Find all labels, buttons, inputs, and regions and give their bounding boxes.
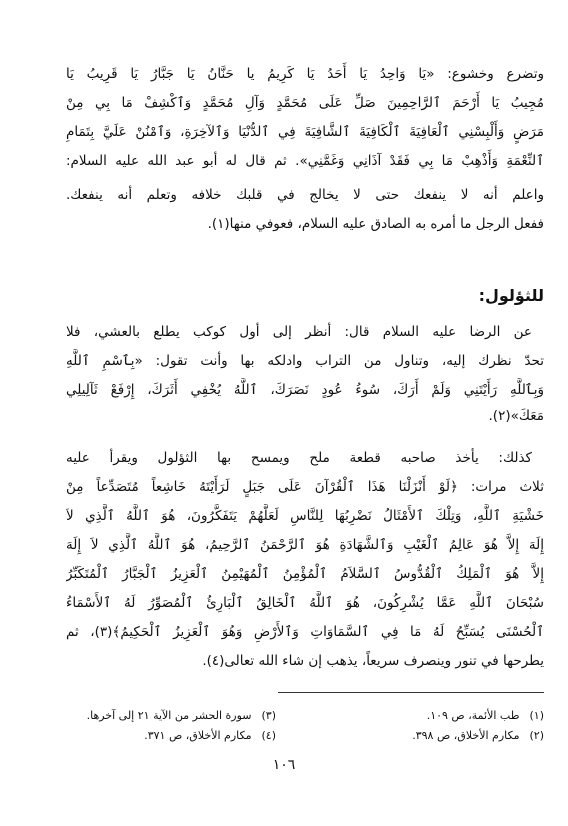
text-line: خَشْيَةِ ٱللَّهِ، وَتِلْكَ ٱلأَمْثَالُ نَضْرِبُهَا لِلنَّاسِ لَعَلَّهُمْ يَتَفَكَّرُونَ، هُوَ ٱللَّهُ ٱلَّذِي لاَ — [66, 508, 544, 524]
text-line: سُبْحَانَ ٱللَّهِ عَمَّا يُشْرِكُونَ، هُوَ ٱللَّهُ ٱلْخَالِقُ ٱلْبَارِئُ ٱلْمُصَوِّرُ لَهُ ٱلأَسْمَاءُ — [66, 595, 544, 611]
text-line: يطرحها في تنور وينصرف سريعاً، يذهب إن شاء الله تعالى(٤). — [202, 653, 544, 669]
text-line: إِلَهَ إِلاَّ هُوَ عَالِمُ ٱلْغَيْبِ وَٱلشَّهَادَةِ هُوَ ٱلرَّحْمَنُ ٱلرَّحِيمُ، هُوَ ٱللَّهُ ٱلَّذِي لاَ إِلَهَ — [66, 537, 544, 553]
text-line: ففعل الرجل ما أمره به الصادق عليه السلام، فعوفي منها(١). — [207, 216, 544, 232]
text-line: عن الرضا عليه السلام قال: أنظر إلى أول كوكب يطلع بالعشي، فلا — [66, 324, 532, 340]
text-line: مَرَضٍ وَأَلْبِسْنِي ٱلْعَافِيَةَ ٱلْكَافِيَةَ ٱلشَّافِيَةَ فِي ٱلدُّنْيَا وَٱلآخِرَةِ، وَٱمْنُنْ عَلَيَّ بِتَمَامِ — [66, 124, 544, 140]
text-line: وتضرع وخشوع: «يَا وَاحِدُ يَا أَحَدُ يَا كَرِيمُ يا حَنَّانُ يَا جَبَّارُ يَا قَرِيبُ يَا — [66, 66, 544, 82]
text-line: تحدّ نظرك إليه، وتناول من التراب وادلكه بها وأنت تقول: «بِٱسْمِ ٱللَّهِ — [66, 353, 544, 369]
footnote — [144, 728, 276, 744]
text-line: إِلاَّ هُوَ ٱلْمَلِكُ ٱلْقُدُّوسُ ٱلسَّلاَمُ ٱلْمُؤْمِنُ ٱلْمُهَيْمِنُ ٱلْعَزِيزُ ٱلْجَبَّارُ ٱلْمُتَكَبِّرُ — [66, 566, 544, 582]
page-number: ١٠٦ — [272, 757, 296, 773]
footnote-text: طب الأئمة، ص ١٠٩. — [426, 709, 520, 722]
footnote — [427, 708, 544, 724]
footnote — [412, 728, 544, 744]
footnote-number: (٤) — [261, 729, 276, 742]
text-line: كذلك: يأخذ صاحبه قطعة ملح ويمسح بها الثؤلول ويقرأ عليه — [66, 450, 532, 466]
section-heading: للثؤلول: — [478, 286, 544, 305]
footnote-separator — [278, 692, 544, 693]
text-line: مَعَكَ»(٢). — [488, 408, 544, 424]
footnote-text: مكارم الأخلاق، ص ٣٧١. — [144, 729, 252, 742]
text-line: واعلم أنه لا ينفعك حتى لا يخالج في قلبك خلافه وتعلم أنه ينفعك. — [66, 187, 544, 203]
footnote-text: سورة الحشر من الآية ٢١ إلى آخرها. — [86, 709, 252, 722]
footnote — [87, 708, 276, 724]
footnote-number: (١) — [529, 709, 544, 722]
text-line: ثلاث مرات: ﴿لَوْ أَنْزَلْنَا هَذَا ٱلْقُرْآنَ عَلَى جَبَلٍ لَرَأَيْتَهُ خَاشِعاً مُتَصَدِّعاً مِنْ — [66, 479, 544, 495]
text-line: مُجِيبُ يَا أَرْحَمَ ٱلرَّاحِمِينَ صَلِّ عَلَى مُحَمَّدٍ وَآلِ مُحَمَّدٍ وَٱكْشِفْ مَا بِي مِنْ — [66, 95, 544, 111]
text-line: ٱلْحُسْنَى يُسَبِّحُ لَهُ مَا فِي ٱلسَّمَاوَاتِ وَٱلأَرْضِ وَهُوَ ٱلْعَزِيزُ ٱلْحَكِيمُ﴾(٣)، ثم — [66, 624, 544, 640]
footnote-text: مكارم الأخلاق، ص ٣٩٨. — [412, 729, 520, 742]
footnote-number: (٣) — [261, 709, 276, 722]
footnote-number: (٢) — [529, 729, 544, 742]
text-line: وَبِٱللَّهِ رَأَيْتَنِي وَلَمْ أَرَكَ، سُوءُ عُودٍ نَصَرَكَ، ٱللَّهُ يُخْفِي أَثَرَكَ، إِرْفَعْ ثَآلِيلِي — [66, 382, 544, 398]
text-line: ٱلنِّعْمَةِ وَأَذْهِبْ مَا بِي فَقَدْ آذَانِي وَغَمَّنِي». ثم قال له أبو عبد الله عليه السلام: — [66, 153, 544, 169]
